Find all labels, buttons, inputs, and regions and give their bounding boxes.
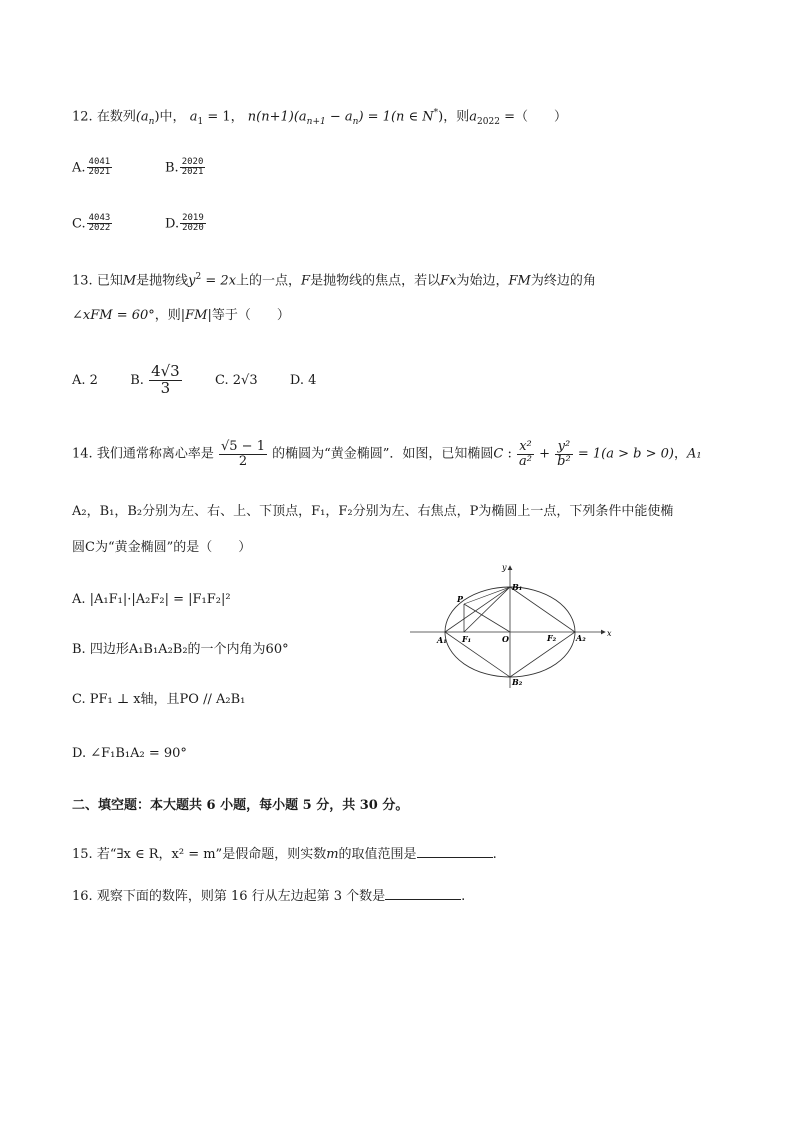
ellipse-figure bbox=[405, 560, 625, 690]
label-b1: B₁ bbox=[512, 582, 523, 592]
question-13-options: A. 2 B. $\frac{4√3}{3}$ C. 2√3 D. 4 bbox=[72, 362, 317, 397]
q15-answer-blank bbox=[417, 845, 493, 858]
question-14-line-3: 圆C为“黄金椭圆”的是（ ） bbox=[72, 540, 252, 555]
label-o: O bbox=[502, 634, 509, 644]
section-2-heading: 二、填空题：本大题共 6 小题，每小题 5 分，共 30 分。 bbox=[72, 798, 409, 813]
label-f2: F₂ bbox=[547, 633, 557, 643]
question-13-line-2: ∠xFM = 60°，则|FM|等于（ ） bbox=[72, 308, 290, 323]
question-15: 15. 若“∃x ∈ R，x² = m”是假命题，则实数m的取值范围是 . bbox=[72, 847, 497, 862]
q12-option-d: D. $\frac{2019}{2020}$ bbox=[165, 213, 204, 234]
label-a1: A₁ bbox=[437, 635, 447, 645]
q12-option-c: C. $\frac{4043}{2022}$ bbox=[72, 213, 111, 234]
segment-f1-b1 bbox=[464, 587, 510, 632]
question-16: 16. 观察下面的数阵，则第 16 行从左边起第 3 个数是 . bbox=[72, 889, 466, 904]
question-14-line-2: A₂，B₁，B₂分别为左、右、上、下顶点，F₁，F₂分别为左、右焦点，P为椭圆上一点，下列条件中能使椭 bbox=[72, 504, 674, 519]
label-a2: A₂ bbox=[576, 633, 586, 643]
label-x: x bbox=[607, 629, 612, 638]
label-f1: F₁ bbox=[462, 634, 472, 644]
label-p: P bbox=[457, 594, 464, 604]
question-12-stem: 12. 在数列$(a_n)$中， $a_1 = 1$， $n(n+1)(a_{n+1} - a_n) = 1(n$ ∈ N*)，则$a_{2022}$ =（ ） bbox=[72, 108, 567, 127]
label-b2: B₂ bbox=[512, 677, 523, 687]
q16-answer-blank bbox=[385, 887, 461, 900]
q14-option-b: B. 四边形A₁B₁A₂B₂的一个内角为60° bbox=[72, 642, 289, 657]
q12-option-a: A. $\frac{4041}{2021}$ bbox=[72, 157, 111, 178]
question-14-line-1: 14. 我们通常称离心率是 $\frac{√5 - 1}{2}$ 的椭圆为“黄金椭圆”．如图，已知椭圆C : $\frac{\text{x²}}{\text{a²}}$ + $\frac{\text{y²}}{\text{b²}}$ = 1(a > b > 0)，A₁ bbox=[72, 439, 702, 469]
label-y: y bbox=[502, 563, 507, 572]
q14-option-c: C. PF₁ ⊥ x轴，且PO // A₂B₁ bbox=[72, 692, 246, 707]
q14-option-a: A. |A₁F₁|·|A₂F₂| = |F₁F₂|² bbox=[72, 592, 231, 607]
q12-option-b: B. $\frac{2020}{2021}$ bbox=[165, 157, 204, 178]
segment-p-o bbox=[464, 604, 510, 632]
q14-option-d: D. ∠F₁B₁A₂ = 90° bbox=[72, 746, 187, 761]
question-13-line-1: 13. 已知M是抛物线$y^2 = 2x$上的一点，F是抛物线的焦点，若以Fx为始边，FM为终边的角 bbox=[72, 272, 596, 289]
